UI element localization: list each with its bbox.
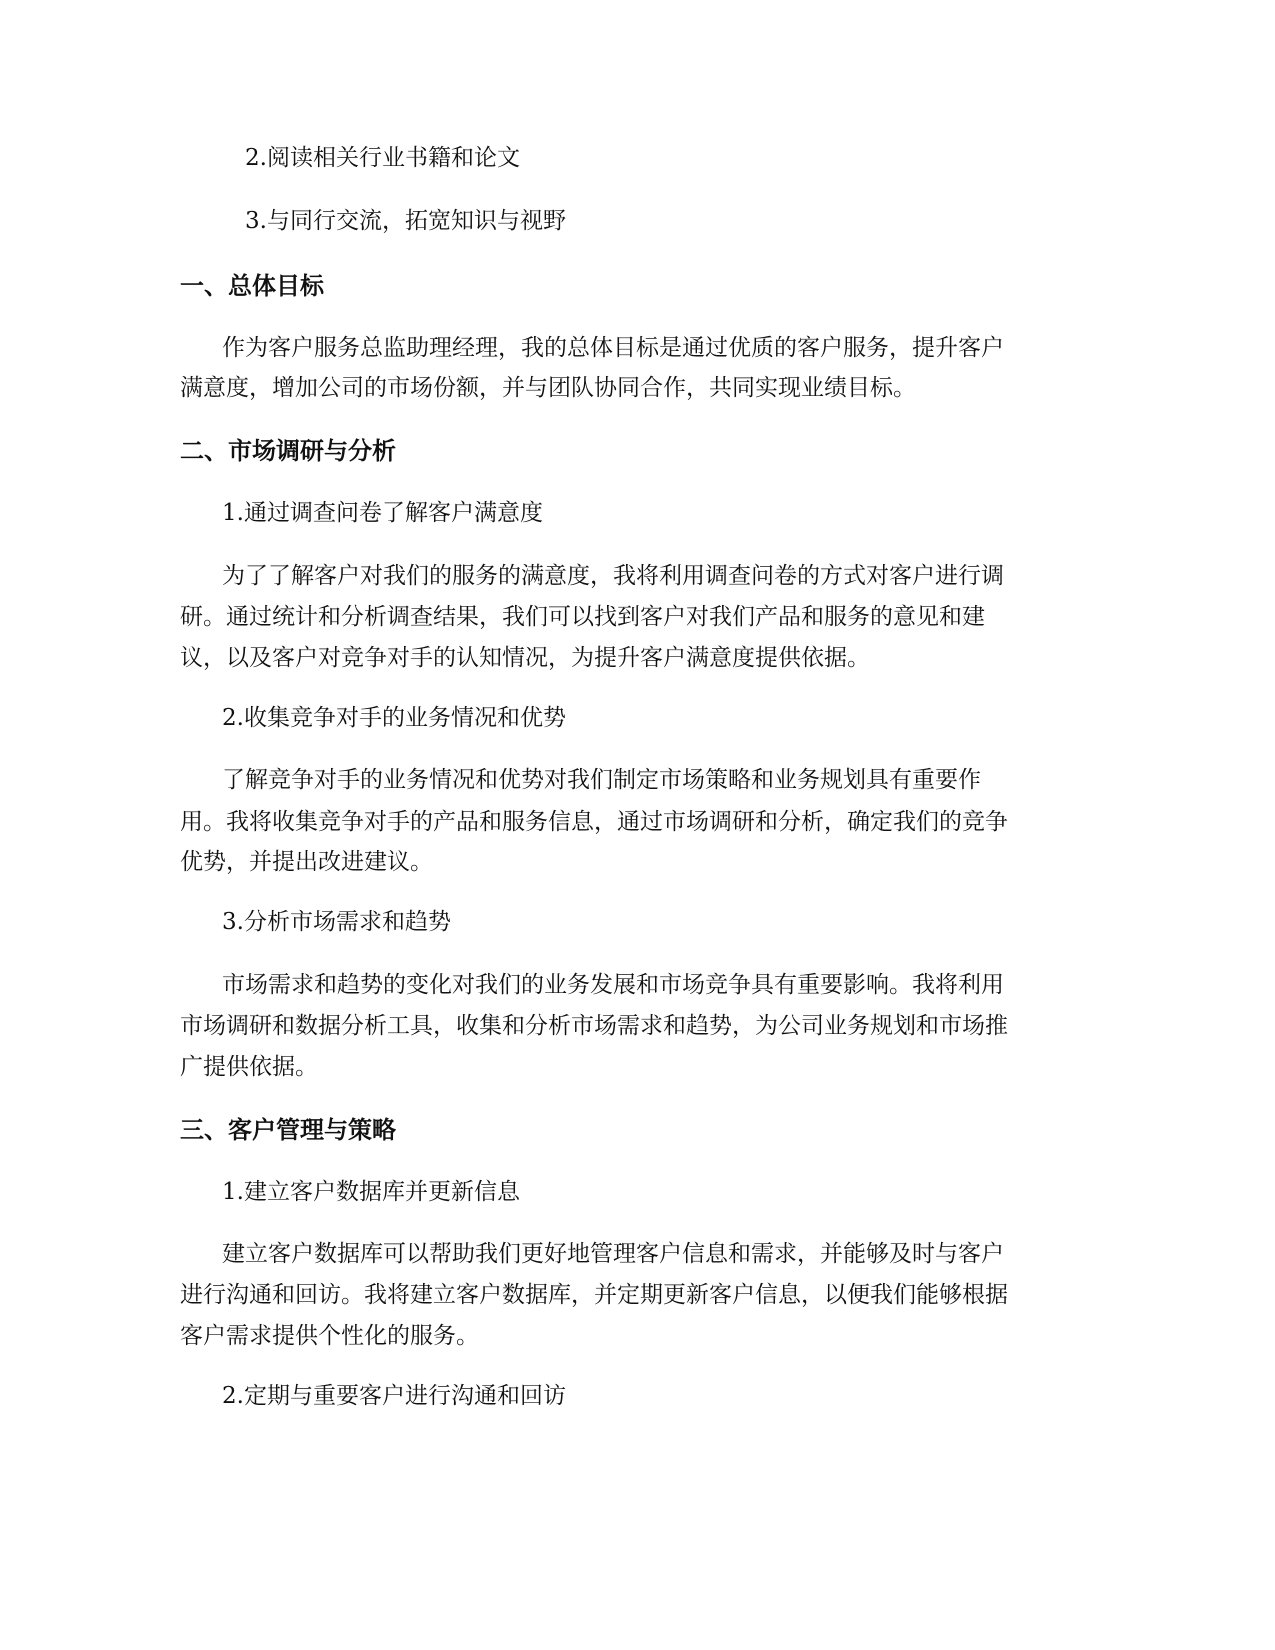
paragraph-line: 满意度，增加公司的市场份额，并与团队协同合作，共同实现业绩目标。 [180, 375, 916, 401]
paragraph-line: 市场调研和数据分析工具，收集和分析市场需求和趋势，为公司业务规划和市场推 [180, 1013, 1008, 1039]
paragraph-line: 进行沟通和回访。我将建立客户数据库，并定期更新客户信息，以便我们能够根据 [180, 1282, 1008, 1308]
subsection-title: 1.通过调查问卷了解客户满意度 [222, 500, 543, 526]
paragraph-line: 用。我将收集竞争对手的产品和服务信息，通过市场调研和分析，确定我们的竞争 [180, 809, 1008, 835]
paragraph-line: 市场需求和趋势的变化对我们的业务发展和市场竞争具有重要影响。我将利用 [222, 972, 1004, 998]
section-heading-customer-management: 三、客户管理与策略 [180, 1116, 396, 1144]
paragraph-line: 议，以及客户对竞争对手的认知情况，为提升客户满意度提供依据。 [180, 645, 870, 671]
paragraph-line: 了解竞争对手的业务情况和优势对我们制定市场策略和业务规划具有重要作 [222, 767, 981, 793]
subsection-title: 3.分析市场需求和趋势 [222, 909, 451, 935]
section-heading-market-research: 二、市场调研与分析 [180, 437, 396, 465]
paragraph-line: 建立客户数据库可以帮助我们更好地管理客户信息和需求，并能够及时与客户 [222, 1241, 1004, 1267]
paragraph-line: 作为客户服务总监助理经理，我的总体目标是通过优质的客户服务，提升客户 [222, 335, 1004, 361]
subsection-title: 2.定期与重要客户进行沟通和回访 [222, 1383, 566, 1409]
paragraph-line: 优势，并提出改进建议。 [180, 849, 433, 875]
subsection-title: 1.建立客户数据库并更新信息 [222, 1179, 520, 1205]
intro-item-3: 3.与同行交流，拓宽知识与视野 [245, 208, 566, 234]
paragraph-line: 为了了解客户对我们的服务的满意度，我将利用调查问卷的方式对客户进行调 [222, 563, 1004, 589]
section-heading-overall-goal: 一、总体目标 [180, 272, 324, 300]
subsection-title: 2.收集竞争对手的业务情况和优势 [222, 705, 566, 731]
paragraph-line: 客户需求提供个性化的服务。 [180, 1323, 479, 1349]
paragraph-line: 研。通过统计和分析调查结果，我们可以找到客户对我们产品和服务的意见和建 [180, 604, 985, 630]
paragraph-line: 广提供依据。 [180, 1054, 318, 1080]
intro-item-2: 2.阅读相关行业书籍和论文 [245, 145, 520, 171]
